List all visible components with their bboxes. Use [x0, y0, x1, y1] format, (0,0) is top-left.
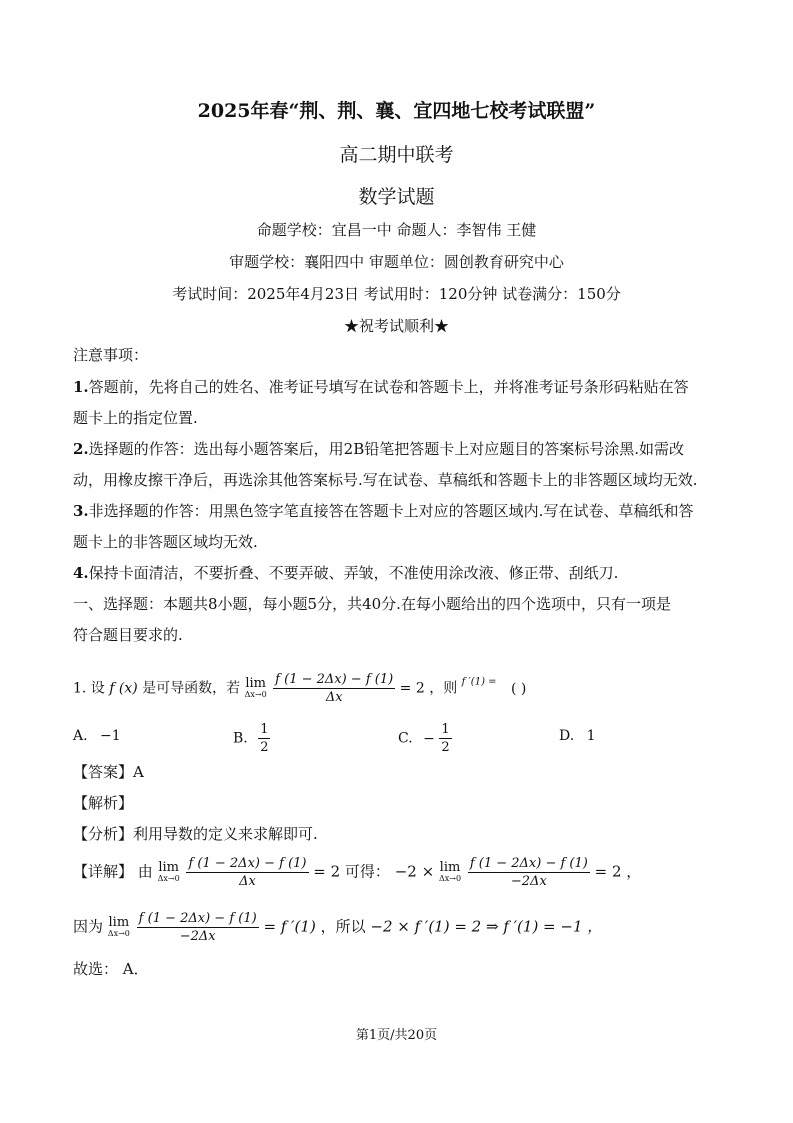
exam-author-line: 命题学校：宜昌一中 命题人：李智伟 王健 — [256, 221, 537, 239]
limit-label: lim — [245, 676, 266, 691]
detail-tag: 【详解】 — [73, 862, 134, 881]
fraction-denominator: −2Δx — [179, 929, 216, 944]
question-1-equals: = 2 — [399, 680, 425, 697]
option-b-fraction — [258, 722, 270, 755]
option-b — [233, 722, 270, 755]
notice-item-3-number: 3. — [73, 502, 89, 520]
detail-conclusion: 故选： A． — [73, 960, 149, 978]
good-luck-line: ★祝考试顺利★ — [343, 317, 449, 335]
option-c — [398, 722, 452, 755]
answer-value: A — [133, 763, 144, 781]
notice-item-2-cont: 动，用橡皮擦干净后，再选涂其他答案标号.写在试卷、草稿纸和答题卡上的非答题区域均无效. — [73, 471, 698, 489]
detail-eq-1: = 2 可得： — [313, 862, 390, 881]
answer-line — [73, 761, 144, 782]
detail-limit-3 — [108, 917, 130, 938]
option-b-numerator: 1 — [260, 722, 269, 737]
exam-reviewer-line: 审题学校：襄阳四中 审题单位：圆创教育研究中心 — [229, 253, 564, 271]
question-1 — [73, 672, 733, 716]
option-d — [559, 728, 596, 744]
detail-so: ，所以 — [320, 917, 366, 936]
limit-label: lim — [439, 860, 461, 875]
exam-time-line: 考试时间：2025年4月23日 考试用时：120分钟 试卷满分：150分 — [172, 285, 621, 303]
option-d-value: 1 — [586, 728, 596, 744]
limit-subscript: Δx→0 — [244, 690, 267, 699]
exam-title: 2025年春“荆、荆、襄、宜四地七校考试联盟” — [197, 100, 596, 122]
option-b-label: B. — [233, 730, 248, 747]
limit-label: lim — [108, 915, 130, 930]
fraction-numerator: f (1 − 2Δx) − f (1) — [469, 856, 588, 871]
page-footer: 第1页/共20页 — [355, 1028, 438, 1043]
option-c-fraction — [439, 722, 451, 755]
detail-eq-3: = f ′(1) — [263, 917, 316, 936]
fraction-denominator: Δx — [325, 690, 343, 705]
detail-by: 由 — [137, 862, 153, 881]
question-1-fraction — [273, 672, 395, 705]
notice-item-4-number: 4. — [73, 564, 89, 582]
notice-item-3 — [73, 496, 723, 527]
fraction-numerator: f (1 − 2Δx) − f (1) — [275, 672, 394, 687]
answer-tag: 【答案】 — [73, 763, 134, 781]
option-c-numerator: 1 — [441, 722, 450, 737]
fenxi-text: 利用导数的定义来求解即可. — [133, 825, 318, 843]
notice-item-2-text: 选择题的作答：选出每小题答案后，用2B铅笔把答题卡上对应题目的答案标号涂黑.如需改 — [88, 440, 685, 458]
detail-limit-1 — [158, 862, 180, 883]
question-1-blank: ( ) — [510, 680, 527, 697]
fraction-numerator: f (1 − 2Δx) − f (1) — [138, 911, 257, 926]
question-1-options — [0, 722, 793, 758]
detail-fraction-1 — [186, 856, 308, 889]
exam-subtitle: 高二期中联考 — [339, 144, 454, 166]
notice-item-2 — [73, 434, 723, 465]
question-1-mid: 是可导函数，若 — [142, 680, 241, 697]
notice-item-1-cont: 题卡上的指定位置. — [73, 409, 198, 427]
detail-fraction-3 — [137, 911, 259, 944]
limit-subscript: Δx→0 — [438, 874, 462, 883]
notice-item-1-text: 答题前，先将自己的姓名、准考证号填写在试卷和答题卡上，并将准考证号条形码粘贴在答 — [88, 378, 689, 396]
fenxi-tag: 【分析】 — [73, 825, 134, 843]
question-1-limit — [245, 678, 267, 699]
detail-fraction-2 — [468, 856, 590, 889]
question-1-prefix: 1. 设 — [73, 680, 105, 697]
notice-item-3-cont: 题卡上的非答题区域均无效. — [73, 533, 258, 551]
option-c-label: C. — [398, 730, 413, 747]
analysis-tag: 【解析】 — [73, 794, 134, 812]
detail-chain: −2 × f ′(1) = 2 ⇒ f ′(1) = −1 ， — [370, 917, 603, 936]
notice-item-4 — [73, 558, 723, 589]
section-heading-cont: 符合题目要求的. — [73, 626, 183, 644]
limit-label: lim — [158, 860, 179, 875]
option-c-sign: − — [423, 730, 435, 747]
notice-item-2-number: 2. — [73, 440, 89, 458]
fraction-denominator: Δx — [239, 874, 256, 889]
question-1-then: ，则 — [429, 680, 458, 697]
detail-eq-2: = 2 ， — [594, 862, 642, 881]
detail-line-2 — [73, 911, 602, 944]
detail-coef: −2 × — [394, 862, 435, 881]
question-1-target: f ′(1) = — [461, 676, 497, 688]
detail-because: 因为 — [73, 917, 104, 936]
option-a-label: A. — [73, 728, 88, 744]
notice-item-4-text: 保持卡面清洁，不要折叠、不要弄破、弄皱，不准使用涂改液、修正带、刮纸刀. — [88, 564, 619, 582]
fenxi-line — [73, 823, 318, 844]
notice-item-1 — [73, 372, 723, 403]
option-a-value: −1 — [100, 728, 121, 744]
limit-subscript: Δx→0 — [157, 874, 180, 883]
option-b-denominator: 2 — [260, 740, 269, 755]
notice-heading: 注意事项： — [73, 346, 149, 364]
exam-subject: 数学试题 — [358, 186, 435, 208]
detail-limit-2 — [439, 862, 461, 883]
fraction-denominator: −2Δx — [510, 874, 547, 889]
option-d-label: D. — [559, 728, 575, 744]
section-heading: 一、选择题：本题共8小题，每小题5分，共40分.在每小题给出的四个选项中，只有一项是 — [73, 595, 671, 613]
notice-item-3-text: 非选择题的作答：用黑色签字笔直接答在答题卡上对应的答题区域内.写在试卷、草稿纸和答 — [88, 502, 694, 520]
detail-line-1 — [73, 856, 641, 889]
question-1-function: f (x) — [109, 680, 138, 697]
option-c-denominator: 2 — [441, 740, 450, 755]
limit-subscript: Δx→0 — [107, 929, 130, 938]
notice-item-1-number: 1. — [73, 378, 89, 396]
option-a — [73, 728, 121, 744]
fraction-numerator: f (1 − 2Δx) − f (1) — [188, 856, 307, 871]
